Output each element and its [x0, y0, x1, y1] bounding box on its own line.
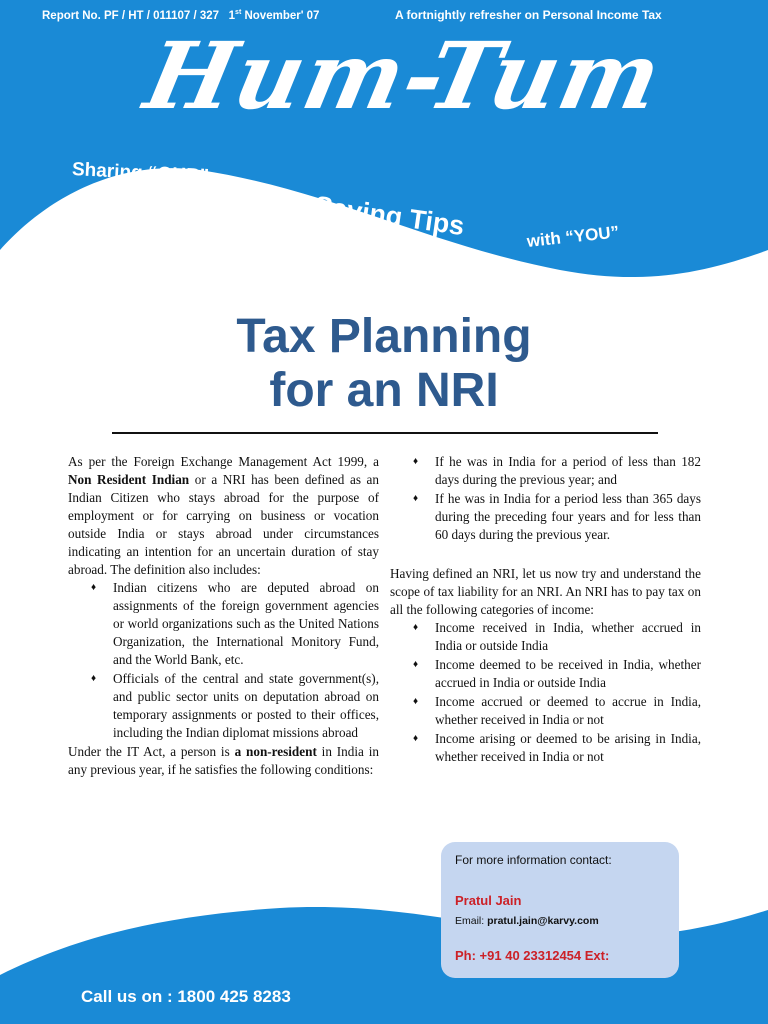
nri-definition-paragraph: As per the Foreign Exchange Management Act 1999, a Non Resident Indian or a NRI has been defined as an Indian Citizen who stays abroad for the purpose of employment or for carrying on business or vocation outside India or stays abroad under circumstances indicating an intention for an uncertain duration of stay abroad. The definition also includes:: [68, 454, 380, 577]
right-column: [390, 453, 701, 767]
title-divider: [112, 432, 658, 434]
tagline-part-2: Tax Saving Tips: [260, 183, 467, 242]
contact-phone: Ph: +91 40 23312454 Ext:: [455, 948, 610, 963]
tagline-part-3: with “YOU”: [525, 222, 620, 251]
list-item: ♦ Income arising or deemed to be arising in India, whether received in India or not: [390, 730, 701, 766]
email-link[interactable]: pratul.jain@karvy.com: [487, 915, 599, 927]
contact-box: [441, 842, 679, 978]
list-item: ♦ Income deemed to be received in India, whether accrued in India or outside India: [390, 656, 701, 692]
list-item: ♦ Income received in India, whether accrued in India or outside India: [390, 619, 701, 655]
contact-name: Pratul Jain: [455, 893, 522, 908]
title-line-2: for an NRI: [269, 363, 499, 417]
tagline-part-1: Sharing “OUR”: [71, 159, 210, 188]
page-title: [0, 310, 768, 418]
spacer: [390, 545, 701, 565]
definition-includes-list: [68, 579, 379, 742]
it-act-paragraph: Under the IT Act, a person is a non-resident in India in any previous year, if he satisfies the following conditions:: [68, 744, 379, 777]
hum-tum-logo: Hum-Tum: [136, 22, 672, 130]
income-categories-list: [390, 619, 701, 766]
call-us-number: Call us on : 1800 425 8283: [81, 987, 291, 1006]
report-number: Report No. PF / HT / 011107 / 327 1st November' 07: [42, 9, 320, 22]
list-item: ♦ Income accrued or deemed to accrue in India, whether received in India or not: [390, 693, 701, 729]
list-item: ♦ Indian citizens who are deputed abroad on assignments of the foreign government agencies or world organizations such as the United Nations Organization, the International Monitory Fund, and the World Bank, etc.: [68, 579, 379, 669]
contact-email: Email: pratul.jain@karvy.com: [455, 915, 599, 927]
title-line-1: Tax Planning: [236, 310, 532, 363]
contact-label: For more information contact:: [455, 853, 612, 867]
list-item: ♦ If he was in India for a period less than 365 days during the preceding four years and for less than 60 days during the previous year.: [390, 490, 701, 544]
list-item: ♦ If he was in India for a period of less than 182 days during the previous year; and: [390, 453, 701, 489]
list-item: ♦ Officials of the central and state government(s), and public sector units on deputation abroad on temporary assignments or posted to their offices, including the Indian diplomat missions abroad: [68, 670, 379, 742]
header-subtitle: A fortnightly refresher on Personal Income Tax: [395, 8, 662, 22]
tax-scope-paragraph: Having defined an NRI, let us now try and understand the scope of tax liability for an NRI. An NRI has to pay tax on all the following categories of income:: [390, 566, 701, 617]
non-resident-conditions-list: [390, 453, 701, 544]
left-column: [68, 453, 379, 779]
